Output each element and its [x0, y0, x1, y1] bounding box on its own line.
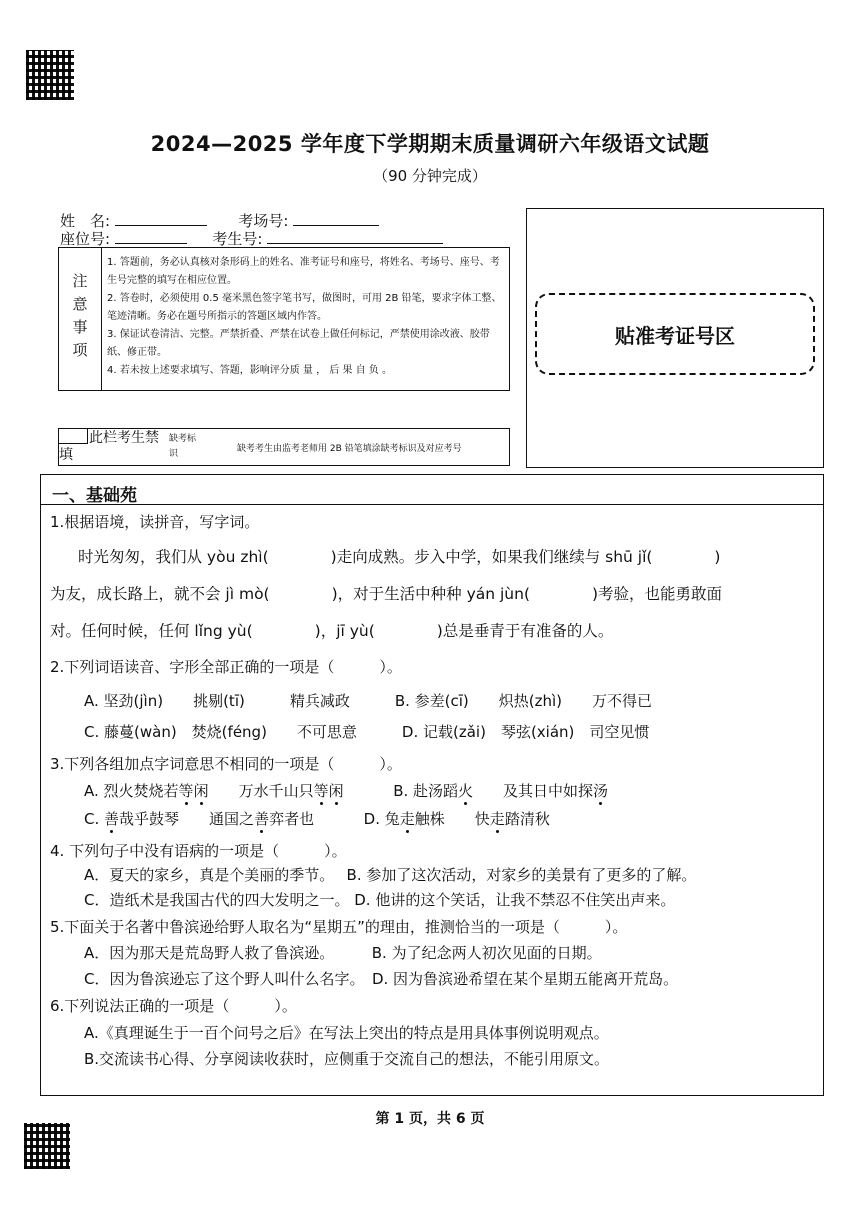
- q2-stem: 2.下列词语读音、字形全部正确的一项是（ ）。: [50, 658, 402, 676]
- name-label: 姓 名:: [60, 212, 111, 230]
- exam-subtitle: （90 分钟完成）: [373, 167, 487, 185]
- q3-text: 及其日中如探: [473, 782, 594, 800]
- q4-option-row: A．夏天的家乡，真是个美丽的季节。 B. 参加了这次活动，对家乡的美景有了更多的了解。: [84, 866, 697, 884]
- room-label: 考场号:: [238, 212, 289, 230]
- q5-option-row: C．因为鲁滨逊忘了这个野人叫什么名字。 D. 因为鲁滨逊希望在某个星期五能离开荒岛。: [84, 970, 679, 988]
- q1-line: 时光匆匆，我们从 yòu zhì( )走向成熟。步入中学，如果我们继续与 shū jǐ( ): [78, 548, 721, 566]
- q3-text: 触株: [414, 810, 445, 828]
- q3-dotted: 等闲: [178, 782, 209, 800]
- q1-line: 对。任何时候，任何 lǐng yù( )，jī yù( )总是垂青于有准备的人。: [50, 622, 614, 640]
- q3-dotted: 火: [458, 782, 474, 800]
- q4-option-row: C．造纸术是我国古代的四大发明之一。 D. 他讲的这个笑话，让我不禁忍不住笑出声来。: [84, 891, 676, 909]
- name-field[interactable]: [115, 211, 207, 226]
- q4-stem: 4. 下列句子中没有语病的一项是（ ）。: [50, 842, 347, 860]
- q1-stem: 1.根据语境，读拼音，写字词。: [50, 513, 260, 531]
- notice-item: 3. 保证试卷清洁、完整。严禁折叠、严禁在试卷上做任何标记，严禁使用涂改液、胶带纸、修正带。: [107, 329, 490, 358]
- q3-stem: 3.下列各组加点字词意思不相同的一项是（ ）。: [50, 755, 402, 773]
- absent-box: [58, 428, 510, 466]
- q3-dotted: 走: [489, 810, 505, 828]
- q3-dotted: 等闲: [313, 782, 344, 800]
- exam-no-label: 考生号:: [212, 230, 263, 248]
- q3-text: 快: [444, 810, 490, 828]
- absent-label: 此栏考生禁填: [59, 430, 159, 463]
- q3-text: A. 烈火焚烧若: [84, 782, 179, 800]
- q3-dotted: 汤: [593, 782, 609, 800]
- q3-option-row: [84, 808, 550, 830]
- q3-text: B. 赴汤蹈: [393, 782, 459, 800]
- q5-option-row: A．因为那天是荒岛野人救了鲁滨逊。 B. 为了纪念两人初次见面的日期。: [84, 944, 602, 962]
- seat-field[interactable]: [115, 229, 187, 244]
- absent-mark-label: 缺考标识: [169, 434, 197, 459]
- notice-text: [107, 254, 505, 380]
- q3-dotted: 走: [399, 810, 415, 828]
- room-field[interactable]: [293, 211, 379, 226]
- q2-option-row: A. 坚劲(jìn) 挑剔(tī) 精兵减政 B. 参差(cī) 炽热(zhì) 万不得已: [84, 692, 653, 710]
- q3-dotted: 善: [254, 810, 270, 828]
- q1-line: 为友，成长路上，就不会 jì mò( )，对于生活中种种 yán jùn( )考验，也能勇敢面: [50, 585, 723, 603]
- q3-text: D. 兔: [363, 810, 400, 828]
- q6-stem: 6.下列说法正确的一项是（ ）。: [50, 997, 297, 1015]
- q2-option-row: C. 藤蔓(wàn) 焚烧(féng) 不可思意 D. 记载(zǎi) 琴弦(xián) 司空见惯: [84, 723, 650, 741]
- q3-text: 弈者也: [269, 810, 315, 828]
- info-row-2: [60, 228, 443, 249]
- page-footer: 第 1 页，共 6 页: [375, 1111, 485, 1127]
- qr-code-top: [26, 50, 74, 100]
- q3-option-row: [84, 780, 608, 802]
- q3-text: 万水千山只: [208, 782, 314, 800]
- exam-title: 2024—2025 学年度下学期期末质量调研六年级语文试题: [150, 132, 710, 156]
- notice-item: 4. 若未按上述要求填写、答题，影响评分质 量 ， 后 果 自 负 。: [107, 365, 392, 376]
- q3-text: 通国之: [179, 810, 255, 828]
- q6-option-row: A.《真理诞生于一百个问号之后》在写法上突出的特点是用具体事例说明观点。: [84, 1024, 609, 1042]
- exam-no-field[interactable]: [267, 229, 443, 244]
- q5-stem: 5.下面关于名著中鲁滨逊给野人取名为“星期五”的理由，推测恰当的一项是（ ）。: [50, 918, 628, 936]
- notice-item: 2. 答卷时，必须使用 0.5 毫米黑色签字笔书写，做图时，可用 2B 铅笔，要求字体工整、笔迹清晰。务必在题号所指示的答题区域内作答。: [107, 293, 502, 322]
- section-title: 一、基础苑: [52, 486, 137, 506]
- q3-dotted: 善: [104, 810, 120, 828]
- q3-text: 踏清秋: [504, 810, 550, 828]
- q3-text: 哉乎鼓琴: [119, 810, 180, 828]
- seat-label: 座位号:: [60, 230, 111, 248]
- absent-note: 缺考考生由监考老师用 2B 铅笔填涂缺考标识及对应考号: [237, 444, 462, 454]
- notice-box: [58, 247, 510, 391]
- notice-label: 注意事项: [59, 248, 102, 390]
- ticket-label-zone: 贴准考证号区: [535, 293, 815, 375]
- q6-option-row: B.交流读书心得、分享阅读收获时，应侧重于交流自己的想法，不能引用原文。: [84, 1050, 610, 1068]
- ticket-label-area: [526, 208, 824, 468]
- qr-code-bottom: [24, 1123, 70, 1169]
- notice-item: 1. 答题前，务必认真核对条形码上的姓名、准考证号和座号，将姓名、考场号、座号、考生号完整的填写在相应位置。: [107, 257, 500, 286]
- q3-text: C.: [84, 810, 105, 828]
- section-divider: [40, 504, 824, 505]
